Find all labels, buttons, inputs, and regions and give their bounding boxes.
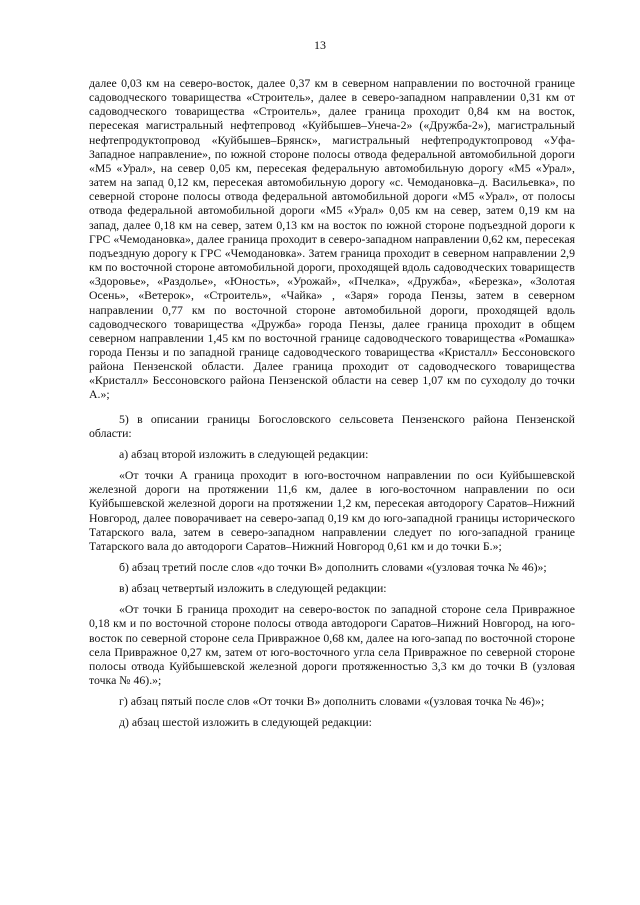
paragraph-item-5: 5) в описании границы Богословского сельсовета Пензенского района Пензенской области: — [89, 411, 575, 440]
page-number: 13 — [314, 38, 326, 52]
paragraph-subitem-g: г) абзац пятый после слов «От точки В» дополнить словами «(узловая точка № 46)»; — [119, 694, 545, 709]
paragraph-boundary-description-continuation: далее 0,03 км на северо-восток, далее 0,37 км в северном направлении по восточной границе садоводческого товарищества «Строитель», далее в северо-западном направлении 0,31 км от садоводческого товарищества «Строитель», далее граница проходит 0,84 км на восток, пересекая магистральный нефтепровод «Куйбышев–Унеча-2» («Дружба-2»), магистральный нефтепродуктопровод «Куйбышев–Брянск», магистральный нефтепродуктопровод «Уфа-Западное направление», по южной стороне полосы отвода федеральной автомобильной дороги «М5 «Урал», на север 0,05 км, пересекая федеральную автомобильную дорогу «М5 «Урал», затем на запад 0,12 км, пересекая автомобильную дорогу «с. Чемодановка–д. Васильевка», по северной стороне полосы отвода федеральной автомобильной дороги «М5 «Урал», от полосы отвода федеральной автомобильной дороги «М5 «Урал» 0,05 км на север, затем 0,19 км на запад, далее 0,18 км на север, затем 0,13 км на восток по южной стороне подъездной дороги к ГРС «Чемодановка», далее граница проходит в северо-западном направлении 0,62 км, пересекая подъездную дорогу к ГРС «Чемодановка». Затем граница проходит в северном направлении 2,9 км по восточной стороне автомобильной дороги, проходящей вдоль садоводческих товариществ «Здоровье», «Раздолье», «Юность», «Урожай», «Пчелка», «Дружба», «Березка», «Золотая Осень», «Ветерок», «Строитель», «Чайка» , «Заря» города Пензы, затем в северном направлении 0,77 км по восточной стороне автомобильной дороги, проходящей вдоль садоводческого товарищества «Дружба» города Пензы, далее граница проходит в общем северном направлении 1,45 км по восточной границе садоводческого товарищества «Ромашка» города Пензы и по западной границе садоводческого товарищества «Кристалл» Бессоновского района Пензенской области. Далее граница проходит от садоводческого товарищества «Кристалл» Бессоновского района Пензенской области на север 1,07 км по суходолу до точки А.»; — [89, 76, 575, 402]
paragraph-subitem-v: в) абзац четвертый изложить в следующей редакции: — [119, 581, 387, 596]
paragraph-quoted-text-a: «От точки А граница проходит в юго-восточном направлении по оси Куйбышевской железной дороги на протяжении 11,6 км, далее в юго-восточном направлении по оси Куйбышевской железной дороги на протяжении 1,2 км, пересекая автодорогу Саратов–Нижний Новгород, далее поворачивает на северо-запад 0,19 км до юго-западной границы исторического Татарского вала, затем в северо-западном направлении следует по юго-западной границе Татарского вала до автодороги Саратов–Нижний Новгород 0,61 км и до точки Б.»; — [89, 468, 575, 553]
paragraph-subitem-d: д) абзац шестой изложить в следующей редакции: — [119, 715, 372, 730]
document-body — [89, 76, 575, 730]
paragraph-quoted-text-v: «От точки Б граница проходит на северо-восток по западной стороне села Привражное 0,18 км и по восточной стороне полосы отвода автодороги Саратов–Нижний Новгород, на юго-восток по северной стороне села Привражное 0,68 км, далее на юго-запад по восточной стороне села Привражное 0,27 км, затем от юго-восточного угла села Привражное по северной стороне полосы отвода Куйбышевской железной дороги протяженностью 3,3 км до точки В (узловая точка № 46).»; — [89, 602, 575, 688]
paragraph-subitem-a: а) абзац второй изложить в следующей редакции: — [119, 446, 369, 461]
paragraph-subitem-b: б) абзац третий после слов «до точки В» дополнить словами «(узловая точка № 46)»; — [119, 560, 547, 574]
